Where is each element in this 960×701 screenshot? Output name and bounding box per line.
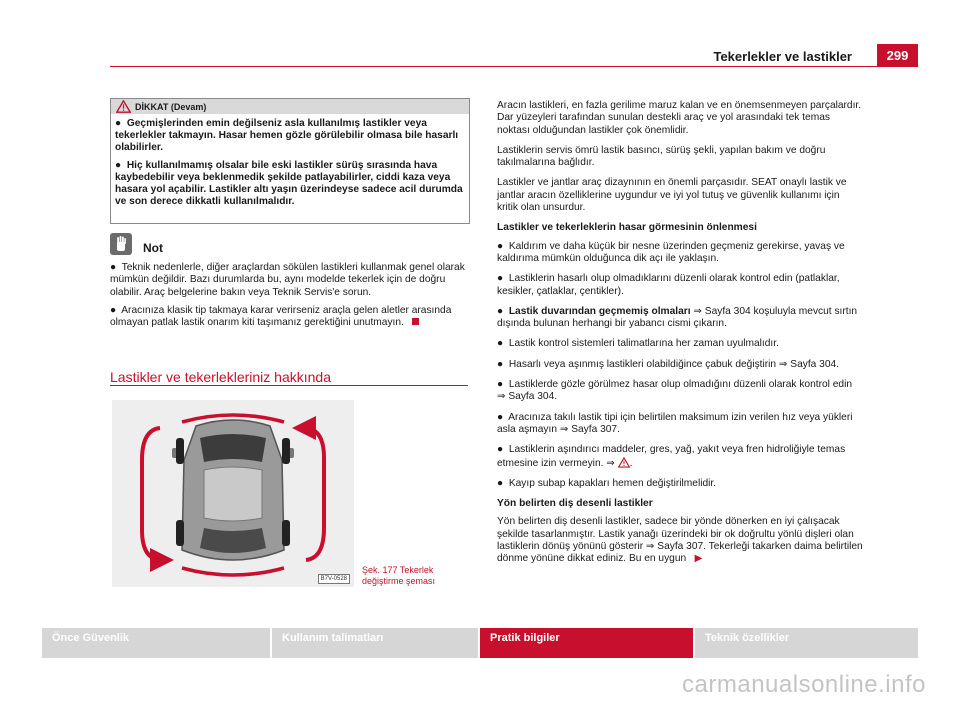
watermark: carmanualsonline.info: [682, 671, 926, 698]
figure-caption: Şek. 177 Tekerlek değiştirme şeması: [362, 565, 436, 586]
rotation-arrow-left: [142, 428, 162, 560]
car-top-view: [172, 420, 294, 560]
paragraph: Lastiklerin servis ömrü lastik basıncı, sürüş şekli, yapılan bakım ve doğru takılmalarına bağlıdır.: [497, 144, 826, 169]
tab-technical-specs[interactable]: Teknik özellikler: [695, 628, 918, 658]
note-item: ● Teknik nedenlerle, diğer araçlardan sökülen lastikleri kullanmak genel olarak mümkün değildir. Bazı durumlarda bu, aynı modelde tekerlek için de doğru olabilir. Araç belgelerine bakın veya Teknik Servis'e sorun.: [110, 262, 465, 298]
right-column: [497, 100, 863, 574]
paragraph: Lastikler ve jantlar araç dizaynının en önemli parçasıdır. SEAT onaylı lastik ve jantlar aracın özelliklerine uygundur ve iyi yol tutuş ve güvenlik kullanımı için kritik olan unsurdur.: [497, 177, 847, 214]
warning-item: ● Geçmişlerinden emin değilseniz asla kullanılmış lastikler veya tekerlekler takmayın. Hasar hemen gözle görülebilir olmasa bile hasarlı olabilirler.: [115, 118, 459, 154]
rotation-arrow-bottom: [182, 568, 284, 575]
paragraph: Aracın lastikleri, en fazla gerilime maruz kalan ve en önemsenmeyen parçalardır. Dar yüzeyleri tarafından sunulan destekli araç ve yol arasındaki tek temas noktası olduğundan lastikler çok önemlidir.: [497, 100, 862, 136]
section-rule: [110, 385, 468, 386]
note-title: Not: [143, 241, 163, 255]
tire-rotation-figure: [112, 400, 354, 587]
warning-title: DİKKAT (Devam): [135, 102, 207, 112]
header-rule: [110, 66, 918, 67]
section-end-marker: [412, 318, 419, 325]
note-body: [110, 262, 470, 335]
note-hand-icon: [110, 233, 132, 255]
warning-triangle-icon: [116, 100, 131, 113]
bullet-item: ● Hasarlı veya aşınmış lastikleri olabildiğince çabuk değiştirin ⇒ Sayfa 304.: [497, 358, 839, 370]
continue-arrow-icon: ▶: [694, 553, 703, 565]
bullet-item: ● Aracınıza takılı lastik tipi için belirtilen maksimum izin verilen hız veya yükleri asla aşmayın ⇒ Sayfa 307.: [497, 411, 853, 435]
tab-practical-info[interactable]: Pratik bilgiler: [480, 628, 693, 658]
tab-safety[interactable]: Önce Güvenlik: [42, 628, 270, 658]
tire-rotation-diagram: [112, 400, 354, 587]
warning-box: [110, 98, 470, 224]
page-header-title: Tekerlekler ve lastikler: [713, 49, 852, 64]
warning-item: ● Hiç kullanılmamış olsalar bile eski lastikler sürüş sırasında hava kaybedebilir veya beklenmedik şekilde patlayabilirler, ciddi kaza veya hasara yol açabilir. Lastikler altı yaşın üzerindeyse sadece acil durumda ve son derece dikkatli kullanılmalıdır.: [115, 159, 463, 208]
bullet-item: ● Lastik duvarından geçmemiş olmaları ⇒ Sayfa 304 koşuluyla mevcut sırtın dışında bulunan herhangi bir yabancı cismi çıkarın.: [497, 305, 858, 330]
bullet-item: ● Lastik kontrol sistemleri talimatlarına her zaman uyulmalıdır.: [497, 338, 779, 350]
paragraph: Yön belirten diş desenli lastikler, sadece bir yönde dönerken en iyi çalışacak şekilde tasarlanmıştır. Lastik yanağı üzerindeki bir ok doğrultu yönlü dişleri olan lastiklerin dönüş yönünü gösterir ⇒ Sayfa 307. Tekerleği takarken daima belirtilen dönme yönüne dikkat ediniz. Bu en uygun ▶: [497, 516, 863, 565]
rotation-arrow-right: [304, 428, 324, 560]
figure-code: B7V-0528: [318, 574, 350, 584]
tab-operating-instructions[interactable]: Kullanım talimatları: [272, 628, 478, 658]
bullet-item: ● Kayıp subap kapakları hemen değiştirilmelidir.: [497, 477, 717, 489]
subheading: Lastikler ve tekerleklerin hasar görmesinin önlenmesi: [497, 222, 757, 234]
warning-triangle-icon: [618, 457, 630, 468]
page-number: 299: [877, 44, 918, 67]
bullet-item: ● Lastiklerde gözle görülmez hasar olup olmadığını düzenli olarak kontrol edin ⇒ Sayfa 304.: [497, 379, 853, 403]
note-item: ● Aracınıza klasik tip takmaya karar verirseniz araçla gelen aletler arasında olmayan patlak lastik onarım kiti taşımanız gerektiğini unutmayın.: [110, 304, 452, 329]
bullet-item: ● Lastiklerin hasarlı olup olmadıklarını düzenli olarak kontrol edin (patlaklar, kesikler, çatlaklar, çentikler).: [497, 273, 840, 297]
bullet-item: ● Lastiklerin aşındırıcı maddeler, gres, yağ, yakıt veya fren hidroliğiyle temas etmesine izin vermeyin. ⇒ .: [497, 444, 846, 469]
bullet-item: ● Kaldırım ve daha küçük bir nesne üzerinden geçmeniz gerekirse, yavaş ve kaldırıma mümkün olduğunca dik açı ile yaklaşın.: [497, 240, 845, 264]
section-title: Lastikler ve tekerlekleriniz hakkında: [110, 369, 331, 385]
warning-header: [111, 99, 469, 114]
subheading: Yön belirten diş desenli lastikler: [497, 498, 653, 510]
